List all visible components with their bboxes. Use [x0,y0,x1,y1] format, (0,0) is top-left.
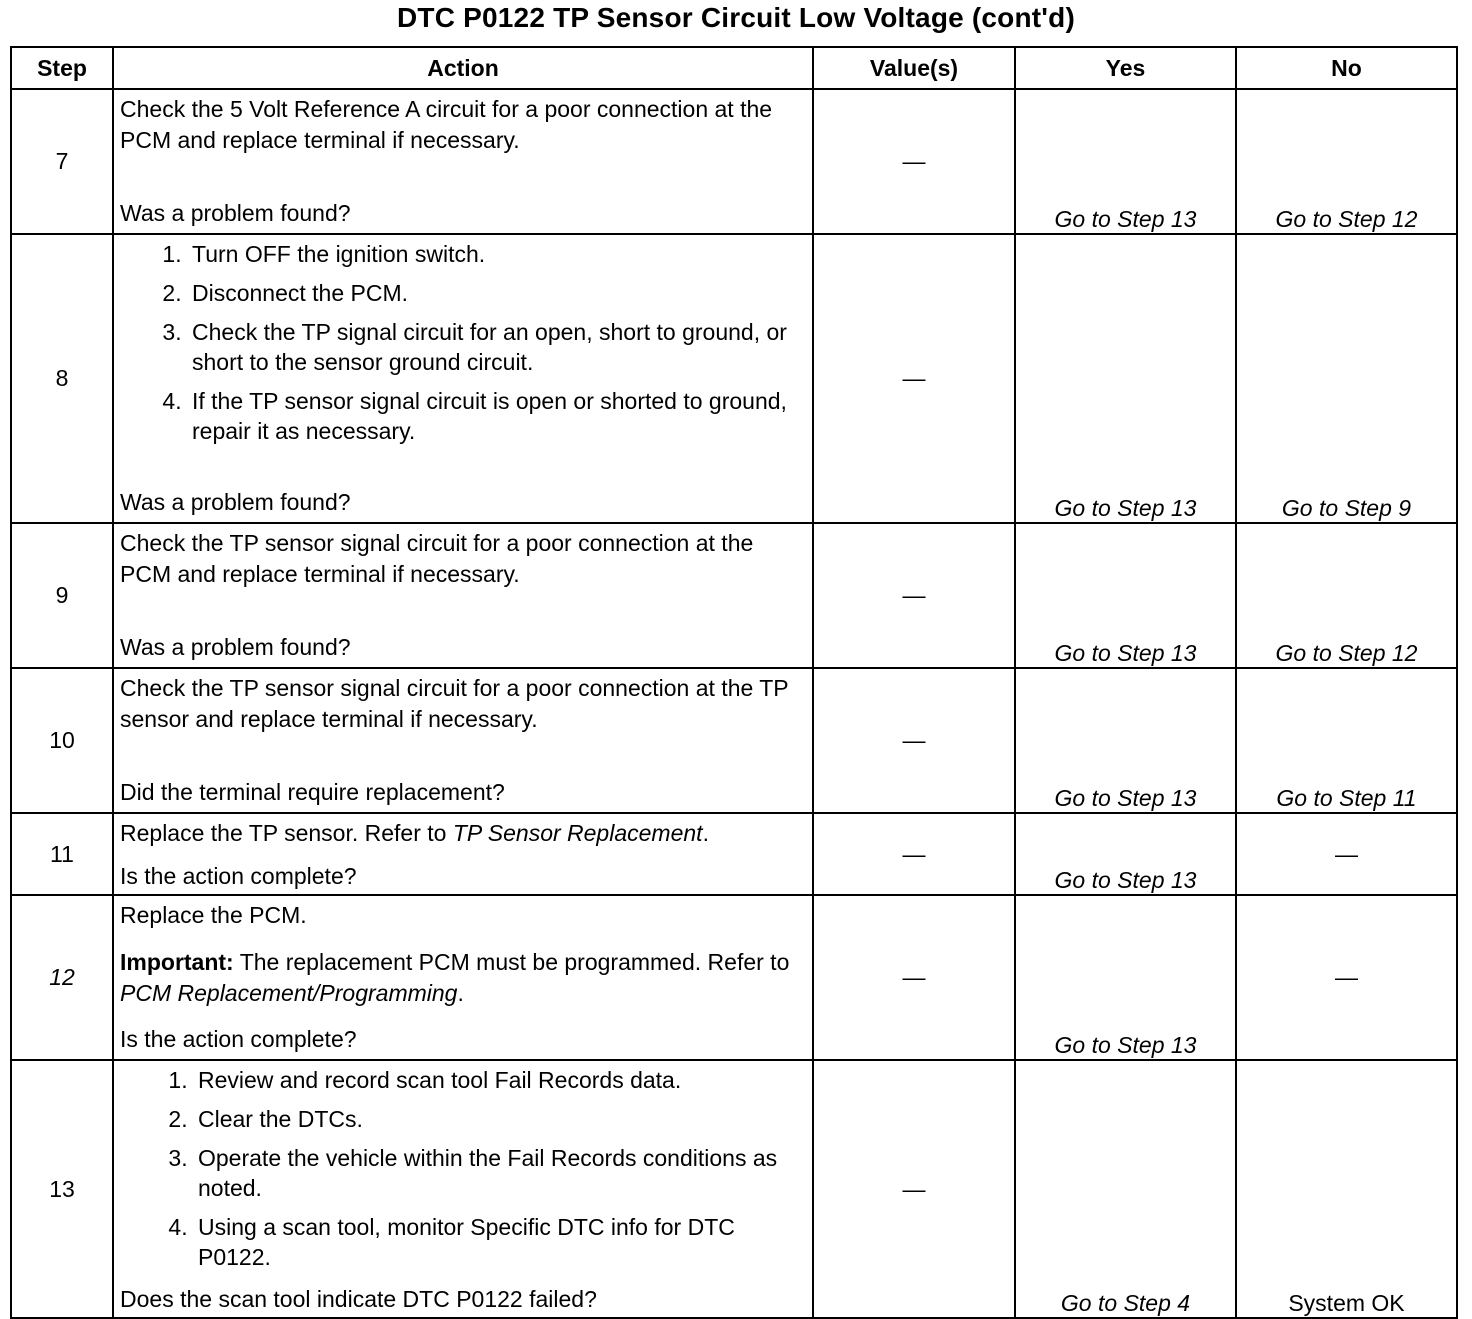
value-cell: — [813,234,1015,523]
step-number: 12 [11,895,113,1060]
action-step: 4. Using a scan tool, monitor Specific DTC info for DTC P0122. [194,1212,806,1272]
yes-cell: Go to Step 13 [1015,813,1236,895]
header-row [11,47,1457,89]
action-step: 1. Review and record scan tool Fail Records data. [194,1065,806,1095]
table-row [11,523,1457,668]
table-row [11,895,1457,1060]
page-title: DTC P0122 TP Sensor Circuit Low Voltage (cont'd) [397,2,1075,33]
action-question: Does the scan tool indicate DTC P0122 failed? [120,1286,597,1312]
value-cell: — [813,895,1015,1060]
important-note [120,947,806,1009]
action-cell [113,1060,813,1318]
action-question: Is the action complete? [120,863,357,889]
action-cell [113,895,813,1060]
action-steps [120,1065,806,1272]
action-question: Was a problem found? [120,634,351,660]
header-values: Value(s) [813,47,1015,89]
header-yes: Yes [1015,47,1236,89]
table-row [11,813,1457,895]
action-cell [113,234,813,523]
value-cell: — [813,523,1015,668]
diagnostic-table [10,46,1458,1319]
yes-cell: Go to Step 13 [1015,234,1236,523]
action-question: Is the action complete? [120,1026,357,1052]
action-text [120,818,806,849]
table-row [11,89,1457,234]
step-number: 8 [11,234,113,523]
action-text: Check the TP sensor signal circuit for a poor connection at the TP sensor and replace terminal if necessary. [120,675,789,732]
action-step: 3. Check the TP signal circuit for an open, short to ground, or short to the sensor ground circuit. [188,317,806,377]
header-action: Action [113,47,813,89]
action-step: 1. Turn OFF the ignition switch. [188,239,806,269]
value-cell: — [813,813,1015,895]
action-step: 2. Disconnect the PCM. [188,278,806,308]
important-suffix: . [457,979,464,1006]
action-text-suffix: . [702,820,709,846]
table-row [11,668,1457,813]
action-question: Was a problem found? [120,200,351,226]
no-cell: Go to Step 9 [1236,234,1457,523]
header-step: Step [11,47,113,89]
no-cell: Go to Step 11 [1236,668,1457,813]
important-label: Important: [120,948,234,975]
step-number: 11 [11,813,113,895]
reference-link: PCM Replacement/Programming [120,979,458,1006]
yes-cell: Go to Step 13 [1015,668,1236,813]
action-text: Replace the PCM. [120,902,307,928]
step-number: 7 [11,89,113,234]
value-cell: — [813,89,1015,234]
no-cell: — [1236,895,1457,1060]
step-number: 9 [11,523,113,668]
yes-cell: Go to Step 4 [1015,1060,1236,1318]
yes-cell: Go to Step 13 [1015,895,1236,1060]
action-text: Check the TP sensor signal circuit for a poor connection at the PCM and replace terminal if necessary. [120,530,754,587]
action-cell [113,813,813,895]
no-cell: — [1236,813,1457,895]
no-cell: System OK [1236,1060,1457,1318]
action-cell [113,668,813,813]
table-row [11,1060,1457,1318]
action-step: 4. If the TP sensor signal circuit is open or shorted to ground, repair it as necessary. [188,386,806,446]
action-cell [113,523,813,668]
action-step: 3. Operate the vehicle within the Fail Records conditions as noted. [194,1143,806,1203]
no-cell: Go to Step 12 [1236,523,1457,668]
yes-cell: Go to Step 13 [1015,523,1236,668]
action-text: Check the 5 Volt Reference A circuit for a poor connection at the PCM and replace terminal if necessary. [120,96,773,153]
value-cell: — [813,668,1015,813]
value-cell: — [813,1060,1015,1318]
yes-cell: Go to Step 13 [1015,89,1236,234]
no-cell: Go to Step 12 [1236,89,1457,234]
header-no: No [1236,47,1457,89]
step-number: 13 [11,1060,113,1318]
action-question: Did the terminal require replacement? [120,779,505,805]
action-text-prefix: Replace the TP sensor. Refer to [120,820,453,846]
action-steps [120,239,806,455]
reference-link: TP Sensor Replacement [452,820,703,846]
action-step: 2. Clear the DTCs. [194,1104,806,1134]
action-question: Was a problem found? [120,489,351,515]
step-number: 10 [11,668,113,813]
action-cell [113,89,813,234]
important-text: The replacement PCM must be programmed. Refer to [233,948,790,975]
table-row [11,234,1457,523]
